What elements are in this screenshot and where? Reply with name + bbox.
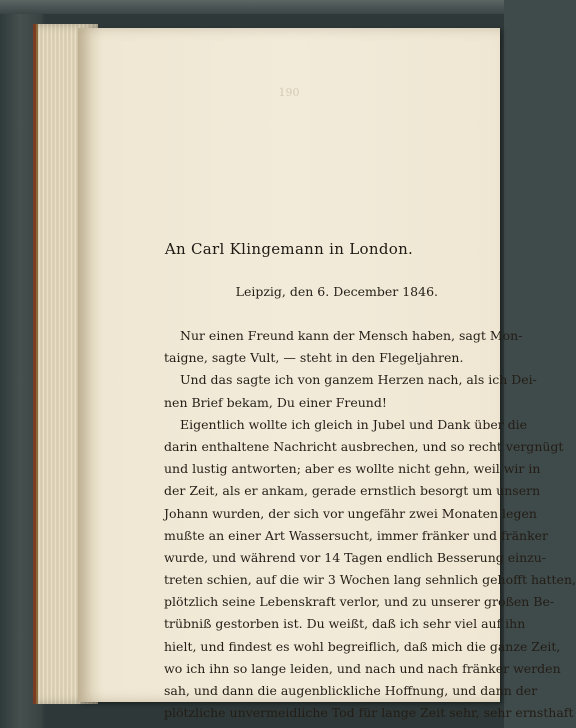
text-line: Eigentlich wollte ich gleich in Jubel und Dank über die [180, 416, 528, 432]
text-line: nen Brief bekam, Du einer Freund! [164, 394, 387, 410]
letter-body [164, 325, 576, 724]
text-line: plötzlich seine Lebenskraft verlor, und zu unserer großen Be- [164, 594, 555, 610]
text-line: treten schien, auf die wir 3 Wochen lang sehnlich gehofft hatten, [164, 572, 576, 588]
text-line: Und das sagte ich von ganzem Herzen nach, als ich Dei- [180, 372, 537, 388]
text-line: sah, und dann die augenblickliche Hoffnung, und dann der [164, 683, 538, 698]
text-line: hielt, und findest es wohl begreiflich, daß mich die ganze Zeit, [164, 638, 561, 654]
text-line: der Zeit, als er ankam, gerade ernstlich besorgt um unsern [164, 483, 541, 499]
text-line: wurde, und während vor 14 Tagen endlich Besserung einzu- [164, 549, 547, 565]
text-line: mußte an einer Art Wassersucht, immer fränker und fränker [164, 527, 549, 543]
text-line: und lustig antworten; aber es wollte nicht gehn, weil wir in [164, 461, 541, 477]
page-number: 190 [278, 86, 300, 99]
cover-top-edge [0, 0, 504, 14]
text-line: darin enthaltene Nachricht ausbrechen, und so recht vergnügt [164, 438, 564, 454]
text-line: Nur einen Freund kann der Mensch haben, sagt Mon- [180, 328, 523, 343]
letter-dateline: Leipzig, den 6. December 1846. [235, 284, 438, 299]
book-page [78, 28, 576, 721]
text-line: wo ich ihn so lange leiden, und nach und nach fränker werden [164, 660, 561, 676]
text-line: Johann wurden, der sich vor ungefähr zwei Monaten legen [164, 505, 537, 521]
text-line: plötzliche unvermeidliche Tod für lange Zeit sehr, sehr ernsthaft [164, 705, 574, 721]
text-line: taigne, sagte Vult, — steht in den Flegeljahren. [164, 350, 464, 366]
letter-heading: An Carl Klingemann in London. [164, 240, 414, 258]
text-line: trübniß gestorben ist. Du weißt, daß ich sehr viel auf ihn [164, 616, 526, 632]
